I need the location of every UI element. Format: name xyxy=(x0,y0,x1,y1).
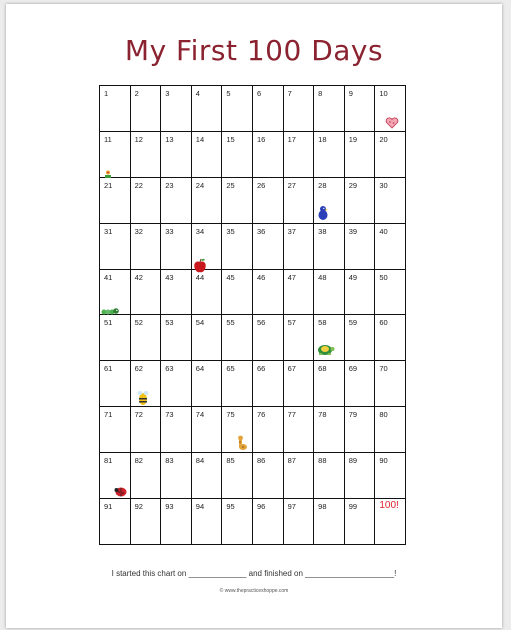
day-number: 3 xyxy=(165,89,170,98)
day-cell[interactable] xyxy=(252,86,283,132)
day-cell[interactable] xyxy=(314,453,345,499)
day-cell[interactable] xyxy=(222,269,253,315)
day-number: 79 xyxy=(348,410,358,420)
day-cell[interactable] xyxy=(100,131,131,177)
day-cell[interactable] xyxy=(222,361,253,407)
footer-end-text: ! xyxy=(394,569,397,578)
day-cell[interactable] xyxy=(375,315,406,361)
day-cell[interactable] xyxy=(252,131,283,177)
day-number: 97 xyxy=(287,502,296,512)
day-cell[interactable] xyxy=(314,131,345,177)
day-number: 19 xyxy=(348,134,358,144)
day-number: 52 xyxy=(134,318,143,328)
grid-row xyxy=(100,177,406,223)
day-cell[interactable] xyxy=(222,453,253,499)
day-cell[interactable] xyxy=(100,223,131,269)
day-number: 78 xyxy=(318,410,327,420)
day-cell[interactable] xyxy=(344,407,375,453)
day-cell[interactable] xyxy=(161,407,192,453)
day-cell[interactable] xyxy=(191,499,222,545)
day-cell[interactable] xyxy=(222,131,253,177)
day-number: 84 xyxy=(195,456,205,466)
day-cell[interactable] xyxy=(100,453,131,499)
day-cell[interactable] xyxy=(314,315,345,361)
day-cell[interactable] xyxy=(161,223,192,269)
day-cell[interactable] xyxy=(344,177,375,223)
day-number: 34 xyxy=(195,226,205,236)
day-number: 55 xyxy=(226,318,235,328)
day-number: 99 xyxy=(348,502,358,512)
day-cell[interactable] xyxy=(375,407,406,453)
day-cell[interactable] xyxy=(161,315,192,361)
day-number: 35 xyxy=(226,226,235,236)
day-cell[interactable] xyxy=(130,269,161,315)
day-number: 85 xyxy=(226,456,235,466)
day-number: 10 xyxy=(379,89,388,98)
day-cell[interactable] xyxy=(130,453,161,499)
day-cell[interactable] xyxy=(252,407,283,453)
grid-row xyxy=(100,315,406,361)
day-number: 17 xyxy=(287,134,296,144)
grid-row xyxy=(100,223,406,269)
day-number: 42 xyxy=(134,272,143,282)
day-cell[interactable] xyxy=(161,361,192,407)
day-cell[interactable] xyxy=(252,269,283,315)
day-cell[interactable] xyxy=(375,453,406,499)
day-number: 38 xyxy=(318,226,327,236)
day-cell[interactable] xyxy=(130,315,161,361)
day-number: 74 xyxy=(195,410,205,420)
day-number: 90 xyxy=(379,456,388,466)
day-cell[interactable] xyxy=(100,407,131,453)
day-number: 54 xyxy=(195,318,205,328)
caterpillar-sticker-icon xyxy=(101,303,119,321)
day-number: 94 xyxy=(195,502,205,512)
day-cell[interactable] xyxy=(375,223,406,269)
day-cell[interactable] xyxy=(283,453,314,499)
day-number: 32 xyxy=(134,226,143,236)
day-cell[interactable] xyxy=(283,86,314,132)
day-number: 60 xyxy=(379,318,388,328)
day-cell[interactable] xyxy=(161,269,192,315)
day-number: 62 xyxy=(134,364,143,374)
day-number: 98 xyxy=(318,502,327,512)
day-number: 18 xyxy=(318,134,327,144)
hundred-days-grid xyxy=(99,85,406,545)
day-cell[interactable] xyxy=(375,177,406,223)
day-cell[interactable] xyxy=(375,269,406,315)
day-number: 72 xyxy=(134,410,143,420)
day-cell[interactable] xyxy=(283,407,314,453)
day-number: 48 xyxy=(318,272,327,282)
day-cell[interactable] xyxy=(283,131,314,177)
day-number: 49 xyxy=(348,272,358,282)
day-number: 75 xyxy=(226,410,235,420)
day-number: 47 xyxy=(287,272,296,282)
day-cell[interactable] xyxy=(191,361,222,407)
day-cell[interactable] xyxy=(222,407,253,453)
day-number: 95 xyxy=(226,502,235,512)
worksheet-page xyxy=(6,4,502,628)
day-cell[interactable] xyxy=(130,86,161,132)
page-title: My First 100 Days xyxy=(124,34,384,67)
day-number: 64 xyxy=(195,364,205,374)
day-cell[interactable] xyxy=(222,499,253,545)
day-cell[interactable] xyxy=(283,499,314,545)
day-number: 66 xyxy=(256,364,266,374)
day-cell[interactable] xyxy=(100,315,131,361)
day-cell[interactable] xyxy=(191,453,222,499)
day-number: 83 xyxy=(165,456,174,466)
day-number: 69 xyxy=(348,364,358,374)
day-cell[interactable] xyxy=(130,407,161,453)
day-cell[interactable] xyxy=(100,361,131,407)
day-number: 13 xyxy=(165,134,174,144)
grid-row xyxy=(100,407,406,453)
day-number: 86 xyxy=(256,456,266,466)
day-cell[interactable] xyxy=(252,223,283,269)
day-number: 70 xyxy=(379,364,388,374)
day-cell[interactable] xyxy=(191,315,222,361)
finish-date-blank[interactable]: ____________________ xyxy=(305,569,395,578)
day-cell[interactable] xyxy=(344,315,375,361)
day-cell[interactable] xyxy=(314,499,345,545)
day-number: 1 xyxy=(104,89,109,98)
start-date-blank[interactable]: _____________ xyxy=(188,569,247,578)
day-cell[interactable] xyxy=(222,86,253,132)
day-number: 27 xyxy=(287,180,296,190)
day-number: 89 xyxy=(348,456,358,466)
day-cell[interactable] xyxy=(314,361,345,407)
day-cell[interactable] xyxy=(252,499,283,545)
day-cell[interactable] xyxy=(130,177,161,223)
day-cell[interactable] xyxy=(222,315,253,361)
grid-row xyxy=(100,499,406,545)
day-cell[interactable] xyxy=(130,361,161,407)
day-cell[interactable] xyxy=(375,86,406,132)
grid-row xyxy=(100,453,406,499)
day-number: 96 xyxy=(256,502,266,512)
day-number: 59 xyxy=(348,318,358,328)
day-number: 71 xyxy=(104,410,113,420)
day-cell[interactable] xyxy=(344,499,375,545)
day-cell[interactable] xyxy=(344,453,375,499)
day-number: 7 xyxy=(287,89,292,98)
day-number: 73 xyxy=(165,410,174,420)
day-number: 21 xyxy=(104,180,113,190)
day-number: 100! xyxy=(379,500,399,512)
day-number: 43 xyxy=(165,272,174,282)
day-number: 58 xyxy=(318,318,327,328)
footer-sentence xyxy=(6,569,502,578)
day-number: 15 xyxy=(226,134,235,144)
turtle-sticker-icon xyxy=(315,342,335,361)
day-number: 5 xyxy=(226,89,231,98)
apple-sticker-icon xyxy=(193,258,207,279)
day-cell[interactable] xyxy=(252,361,283,407)
day-number: 9 xyxy=(348,89,353,98)
day-cell[interactable] xyxy=(191,269,222,315)
day-cell[interactable] xyxy=(314,86,345,132)
day-cell[interactable] xyxy=(130,131,161,177)
day-cell[interactable] xyxy=(161,177,192,223)
day-number: 36 xyxy=(256,226,266,236)
day-cell[interactable] xyxy=(161,499,192,545)
day-number: 91 xyxy=(104,502,113,512)
footer-middle-text: and finished on xyxy=(248,569,303,578)
day-cell[interactable] xyxy=(314,407,345,453)
day-number: 77 xyxy=(287,410,296,420)
day-cell[interactable] xyxy=(283,361,314,407)
day-number: 30 xyxy=(379,180,388,190)
day-cell[interactable] xyxy=(191,131,222,177)
day-number: 61 xyxy=(104,364,113,374)
day-cell[interactable] xyxy=(314,269,345,315)
day-number: 65 xyxy=(226,364,235,374)
grid-row xyxy=(100,269,406,315)
day-number: 8 xyxy=(318,89,323,98)
day-cell[interactable] xyxy=(344,131,375,177)
day-number: 56 xyxy=(256,318,266,328)
day-cell[interactable] xyxy=(252,453,283,499)
day-cell[interactable] xyxy=(314,177,345,223)
day-number: 23 xyxy=(165,180,174,190)
day-number: 67 xyxy=(287,364,296,374)
day-number: 40 xyxy=(379,226,388,236)
day-number: 76 xyxy=(256,410,266,420)
day-number: 93 xyxy=(165,502,174,512)
day-cell[interactable] xyxy=(161,86,192,132)
day-number: 80 xyxy=(379,410,388,420)
day-number: 37 xyxy=(287,226,296,236)
day-number: 12 xyxy=(134,134,143,144)
day-cell[interactable] xyxy=(161,131,192,177)
day-cell[interactable] xyxy=(252,315,283,361)
footer-start-text: I started this chart on xyxy=(111,569,187,578)
day-cell[interactable] xyxy=(222,177,253,223)
day-number: 53 xyxy=(165,318,174,328)
day-number: 50 xyxy=(379,272,388,282)
day-cell[interactable] xyxy=(344,361,375,407)
day-number: 25 xyxy=(226,180,235,190)
day-number: 28 xyxy=(318,180,327,190)
day-number: 33 xyxy=(165,226,174,236)
day-cell[interactable] xyxy=(375,131,406,177)
day-number: 11 xyxy=(104,134,112,144)
day-number: 92 xyxy=(134,502,143,512)
day-cell[interactable] xyxy=(283,315,314,361)
day-number: 39 xyxy=(348,226,358,236)
day-number: 2 xyxy=(134,89,139,98)
day-number: 26 xyxy=(256,180,266,190)
day-number: 45 xyxy=(226,272,235,282)
day-cell[interactable] xyxy=(100,177,131,223)
website-url: www.thepracticeshoppe.com xyxy=(224,588,289,594)
day-cell[interactable] xyxy=(100,499,131,545)
day-cell[interactable] xyxy=(222,223,253,269)
day-number: 6 xyxy=(256,89,262,98)
day-cell[interactable] xyxy=(344,223,375,269)
day-cell[interactable] xyxy=(375,499,406,545)
day-cell[interactable] xyxy=(191,86,222,132)
day-cell[interactable] xyxy=(191,177,222,223)
day-cell[interactable] xyxy=(252,177,283,223)
day-number: 46 xyxy=(256,272,266,282)
day-number: 51 xyxy=(104,318,113,328)
day-cell[interactable] xyxy=(283,269,314,315)
day-number: 29 xyxy=(348,180,358,190)
day-number: 81 xyxy=(104,456,113,466)
day-cell[interactable] xyxy=(283,223,314,269)
day-number: 4 xyxy=(195,89,200,98)
day-cell[interactable] xyxy=(375,361,406,407)
day-number: 63 xyxy=(165,364,174,374)
day-number: 16 xyxy=(256,134,266,144)
day-number: 14 xyxy=(195,134,205,144)
day-number: 82 xyxy=(134,456,143,466)
day-number: 20 xyxy=(379,134,388,144)
day-cell[interactable] xyxy=(314,223,345,269)
day-cell[interactable] xyxy=(100,86,131,132)
day-number: 57 xyxy=(287,318,296,328)
grid-row xyxy=(100,86,406,132)
day-number: 41 xyxy=(104,272,113,282)
day-cell[interactable] xyxy=(283,177,314,223)
day-number: 22 xyxy=(134,180,143,190)
day-cell[interactable] xyxy=(344,269,375,315)
website-credit: © www.thepracticeshoppe.com xyxy=(219,588,289,594)
day-number: 87 xyxy=(287,456,296,466)
grid-row xyxy=(100,131,406,177)
day-cell[interactable] xyxy=(191,407,222,453)
day-number: 24 xyxy=(195,180,205,190)
day-number: 68 xyxy=(318,364,327,374)
day-number: 31 xyxy=(104,226,113,236)
day-number: 88 xyxy=(318,456,327,466)
day-cell[interactable] xyxy=(344,86,375,132)
day-cell[interactable] xyxy=(130,223,161,269)
day-cell[interactable] xyxy=(130,499,161,545)
day-cell[interactable] xyxy=(161,453,192,499)
day-number: 44 xyxy=(195,272,205,282)
grid-row xyxy=(100,361,406,407)
